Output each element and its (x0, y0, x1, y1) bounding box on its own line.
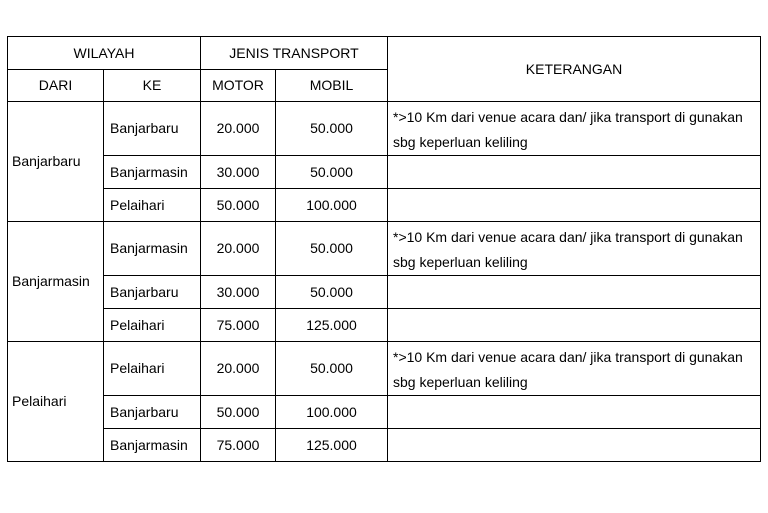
region-dari: Banjarbaru (8, 102, 104, 222)
cell-mobil: 125.000 (276, 309, 388, 342)
cell-ke: Banjarmasin (104, 156, 201, 189)
cell-motor: 30.000 (201, 156, 276, 189)
cell-mobil: 50.000 (276, 102, 388, 156)
cell-motor: 20.000 (201, 222, 276, 276)
header-ke: KE (104, 70, 201, 102)
cell-keterangan (388, 189, 761, 222)
cell-keterangan (388, 276, 761, 309)
region-dari: Pelaihari (8, 342, 104, 462)
table-row (8, 429, 761, 462)
cell-ke: Pelaihari (104, 189, 201, 222)
table-row (8, 396, 761, 429)
cell-ke: Banjarmasin (104, 222, 201, 276)
transport-rate-table (7, 36, 761, 462)
cell-motor: 75.000 (201, 309, 276, 342)
cell-mobil: 50.000 (276, 276, 388, 309)
table-row (8, 342, 761, 396)
cell-mobil: 50.000 (276, 222, 388, 276)
cell-mobil: 50.000 (276, 342, 388, 396)
cell-motor: 50.000 (201, 189, 276, 222)
cell-mobil: 125.000 (276, 429, 388, 462)
cell-mobil: 100.000 (276, 189, 388, 222)
table-row (8, 222, 761, 276)
table-row (8, 276, 761, 309)
cell-keterangan (388, 429, 761, 462)
cell-keterangan (388, 396, 761, 429)
cell-ke: Banjarbaru (104, 102, 201, 156)
cell-mobil: 50.000 (276, 156, 388, 189)
cell-keterangan: *>10 Km dari venue acara dan/ jika transport di gunakan sbg keperluan keliling (388, 102, 761, 156)
header-mobil: MOBIL (276, 70, 388, 102)
cell-keterangan (388, 156, 761, 189)
region-dari: Banjarmasin (8, 222, 104, 342)
header-motor: MOTOR (201, 70, 276, 102)
cell-keterangan (388, 309, 761, 342)
table-row (8, 102, 761, 156)
cell-motor: 75.000 (201, 429, 276, 462)
table-row (8, 189, 761, 222)
cell-motor: 20.000 (201, 342, 276, 396)
cell-keterangan: *>10 Km dari venue acara dan/ jika transport di gunakan sbg keperluan keliling (388, 342, 761, 396)
cell-motor: 50.000 (201, 396, 276, 429)
cell-ke: Pelaihari (104, 342, 201, 396)
cell-keterangan: *>10 Km dari venue acara dan/ jika transport di gunakan sbg keperluan keliling (388, 222, 761, 276)
cell-mobil: 100.000 (276, 396, 388, 429)
header-jenis-transport: JENIS TRANSPORT (201, 37, 388, 70)
cell-ke: Pelaihari (104, 309, 201, 342)
cell-ke: Banjarbaru (104, 396, 201, 429)
cell-motor: 20.000 (201, 102, 276, 156)
cell-motor: 30.000 (201, 276, 276, 309)
table-row (8, 309, 761, 342)
cell-ke: Banjarmasin (104, 429, 201, 462)
header-dari: DARI (8, 70, 104, 102)
header-wilayah: WILAYAH (8, 37, 201, 70)
table-row (8, 156, 761, 189)
cell-ke: Banjarbaru (104, 276, 201, 309)
header-keterangan: KETERANGAN (388, 37, 761, 102)
